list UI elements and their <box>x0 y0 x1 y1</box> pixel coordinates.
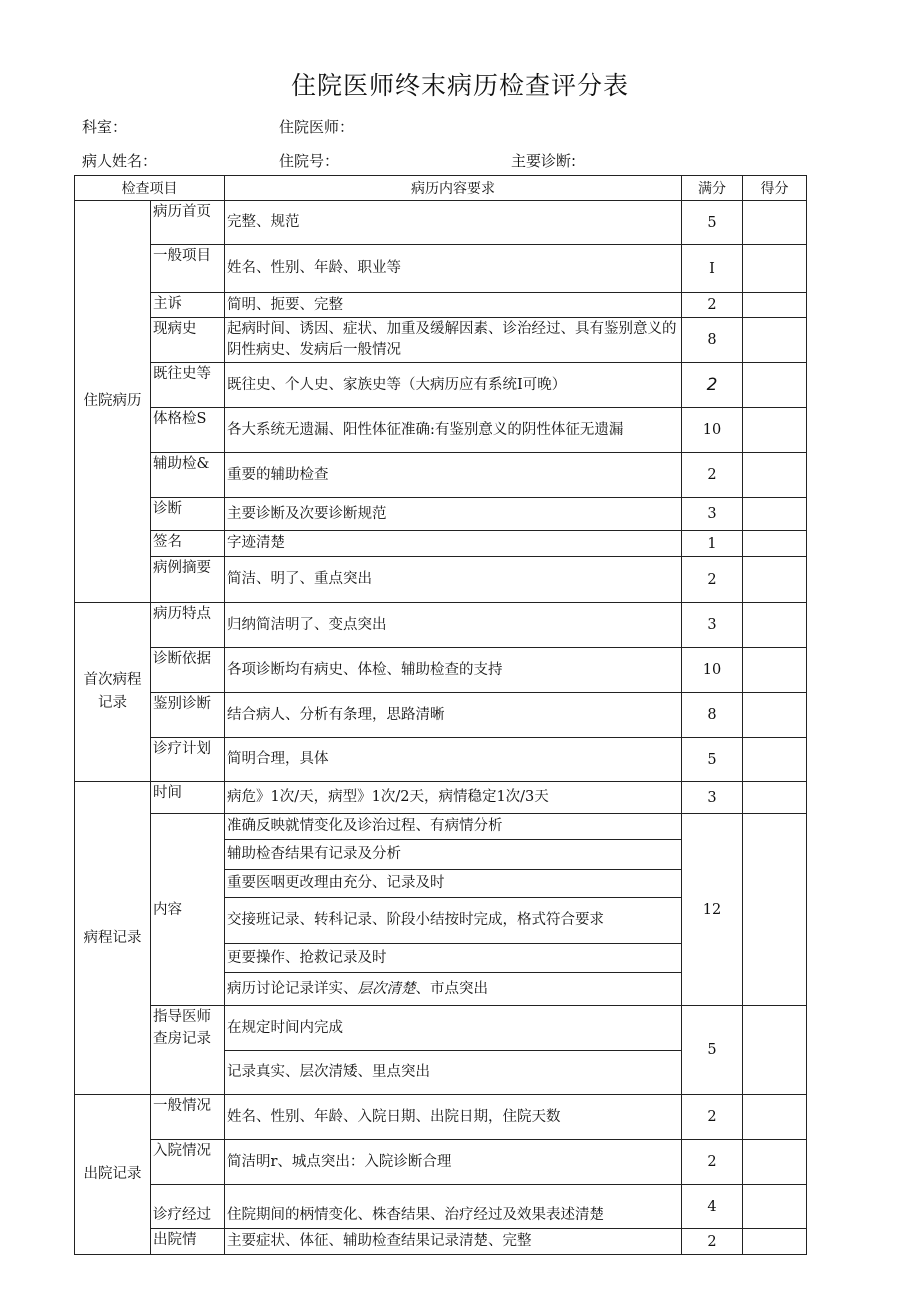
requirement-text-part: 层次清楚 <box>357 980 416 997</box>
table-row <box>75 557 807 603</box>
item-label: 辅助检& <box>151 453 225 498</box>
requirement-text: 准确反映就情变化及诊治过程、有病情分析 <box>225 814 682 840</box>
requirement-text: 既往史、个人史、家族史等（大病历应有系统I可晚） <box>225 363 682 408</box>
table-row <box>75 293 807 318</box>
requirement-text: 病危》1次/天，病型》1次/2天，病情稳定1次/3天 <box>225 782 682 814</box>
max-score: 2 <box>682 1095 743 1140</box>
table-row <box>75 201 807 245</box>
max-score: 2 <box>682 557 743 603</box>
score-input-cell[interactable] <box>743 531 807 557</box>
table-row <box>75 318 807 363</box>
score-input-cell[interactable] <box>743 408 807 453</box>
patient-name-label: 病人姓名： <box>82 152 158 170</box>
requirement-text <box>225 973 682 1006</box>
max-score: 5 <box>682 1006 743 1095</box>
item-label: 诊疗经过 <box>151 1185 225 1229</box>
requirement-text: 起病时间、诱因、症状、加重及缓解因素、诊治经过、具有鉴别意义的阴性病史、发病后一般情况 <box>225 318 682 363</box>
table-row <box>75 453 807 498</box>
column-header: 满分 <box>682 176 743 201</box>
score-input-cell[interactable] <box>743 557 807 603</box>
item-label: 病历首页 <box>151 201 225 245</box>
item-label: 鉴别诊断 <box>151 693 225 738</box>
requirement-text: 简洁明r、城点突出：入院诊断合理 <box>225 1140 682 1185</box>
score-input-cell[interactable] <box>743 498 807 531</box>
score-input-cell[interactable] <box>743 453 807 498</box>
requirement-text: 姓名、性别、年龄、入院日期、出院日期，住院天数 <box>225 1095 682 1140</box>
requirement-text: 结合病人、分析有条理，思路清晰 <box>225 693 682 738</box>
max-score: 12 <box>682 814 743 1006</box>
section-label: 住院病历 <box>75 201 151 603</box>
requirement-text: 更要操作、抢救记录及时 <box>225 944 682 973</box>
item-label: 一般项目 <box>151 245 225 293</box>
requirement-text: 各大系统无遗漏、阳性体征准确:有鉴别意义的阴性体征无遗漏 <box>225 408 682 453</box>
score-input-cell[interactable] <box>743 814 807 1006</box>
score-input-cell[interactable] <box>743 738 807 782</box>
item-label: 现病史 <box>151 318 225 363</box>
item-label: 签名 <box>151 531 225 557</box>
max-score: 10 <box>682 408 743 453</box>
main-diagnosis-label: 主要诊断: <box>511 152 577 170</box>
table-row <box>75 1140 807 1185</box>
section-label: 病程记录 <box>75 782 151 1095</box>
table-row <box>75 1095 807 1140</box>
table-header-row <box>75 176 807 201</box>
score-input-cell[interactable] <box>743 318 807 363</box>
max-score: 2 <box>682 453 743 498</box>
item-label: 既往史等 <box>151 363 225 408</box>
max-score: 2 <box>682 1229 743 1255</box>
page-title: 住院医师终末病历检查评分表 <box>290 71 629 100</box>
max-score: I <box>682 245 743 293</box>
item-label: 诊断依据 <box>151 648 225 693</box>
dept-label: 科室： <box>82 118 128 136</box>
section-label: 出院记录 <box>75 1095 151 1255</box>
requirement-text: 各项诊断均有病史、体检、辅助检查的支持 <box>225 648 682 693</box>
requirement-text: 交接班记录、转科记录、阶段小结按时完成，格式符合要求 <box>225 898 682 944</box>
max-score: 5 <box>682 201 743 245</box>
requirement-text: 归纳简洁明了、变点突出 <box>225 603 682 648</box>
score-input-cell[interactable] <box>743 1229 807 1255</box>
table-row <box>75 363 807 408</box>
requirement-text: 在规定时间内完成 <box>225 1006 682 1051</box>
score-input-cell[interactable] <box>743 693 807 738</box>
score-input-cell[interactable] <box>743 245 807 293</box>
requirement-text-part: 、市点突出 <box>415 980 488 997</box>
score-input-cell[interactable] <box>743 1140 807 1185</box>
item-label: 主诉 <box>151 293 225 318</box>
max-score: 2 <box>682 1140 743 1185</box>
max-score: 2 <box>682 293 743 318</box>
score-input-cell[interactable] <box>743 603 807 648</box>
requirement-text: 住院期间的柄情变化、株杳结果、治疗经过及效果表述清楚 <box>225 1185 682 1229</box>
requirement-text-part: 病历讨论记录详实、 <box>227 980 358 997</box>
doctor-label: 住院医师： <box>279 118 355 136</box>
item-label: 出院情 <box>151 1229 225 1255</box>
column-header: 病历内容要求 <box>225 176 682 201</box>
max-score: 10 <box>682 648 743 693</box>
score-input-cell[interactable] <box>743 1185 807 1229</box>
requirement-text: 记录真实、层次清矮、里点突出 <box>225 1051 682 1095</box>
requirement-text: 简明、扼要、完整 <box>225 293 682 318</box>
max-score: 8 <box>682 693 743 738</box>
table-row <box>75 1229 807 1255</box>
requirement-text: 主要诊断及次要诊断规范 <box>225 498 682 531</box>
item-label: 内容 <box>151 814 225 1006</box>
table-row <box>75 782 807 814</box>
requirement-text: 姓名、性别、年龄、职业等 <box>225 245 682 293</box>
requirement-text: 重要医咽更改理由充分、记录及时 <box>225 870 682 898</box>
max-score: 1 <box>682 531 743 557</box>
score-input-cell[interactable] <box>743 201 807 245</box>
score-input-cell[interactable] <box>743 648 807 693</box>
table-row <box>75 498 807 531</box>
table-row <box>75 648 807 693</box>
table-row <box>75 738 807 782</box>
requirement-text: 主要症状、体征、辅助检查结果记录清楚、完整 <box>225 1229 682 1255</box>
item-label: 入院情况 <box>151 1140 225 1185</box>
score-input-cell[interactable] <box>743 293 807 318</box>
score-input-cell[interactable] <box>743 363 807 408</box>
requirement-text: 完整、规范 <box>225 201 682 245</box>
item-label: 病历特点 <box>151 603 225 648</box>
max-score: 5 <box>682 738 743 782</box>
item-label: 指导医师查房记录 <box>151 1006 225 1095</box>
score-input-cell[interactable] <box>743 1095 807 1140</box>
item-label: 一般情况 <box>151 1095 225 1140</box>
table-row <box>75 603 807 648</box>
score-input-cell[interactable] <box>743 782 807 814</box>
column-header: 检查项目 <box>75 176 225 201</box>
requirement-text: 重要的辅助检查 <box>225 453 682 498</box>
item-label: 体格检S <box>151 408 225 453</box>
max-score: 4 <box>682 1185 743 1229</box>
score-input-cell[interactable] <box>743 1006 807 1095</box>
item-label: 病例摘要 <box>151 557 225 603</box>
column-header: 得分 <box>743 176 807 201</box>
table-row <box>75 408 807 453</box>
max-score: 8 <box>682 318 743 363</box>
item-label: 诊断 <box>151 498 225 531</box>
requirement-text: 简明合理，具体 <box>225 738 682 782</box>
requirement-text: 辅助检杳结果有记录及分析 <box>225 840 682 870</box>
table-row <box>75 531 807 557</box>
requirement-text: 简洁、明了、重点突出 <box>225 557 682 603</box>
max-score: 3 <box>682 603 743 648</box>
max-score: 2 <box>682 363 743 408</box>
max-score: 3 <box>682 782 743 814</box>
item-label: 诊疗计划 <box>151 738 225 782</box>
score-table <box>74 175 807 1255</box>
section-label: 首次病程记录 <box>75 603 151 782</box>
table-row <box>75 1185 807 1229</box>
table-row <box>75 1006 807 1051</box>
item-label: 时间 <box>151 782 225 814</box>
max-score: 3 <box>682 498 743 531</box>
admission-number-label: 住院号： <box>279 152 340 170</box>
table-row <box>75 245 807 293</box>
requirement-text: 字迹清楚 <box>225 531 682 557</box>
table-row <box>75 814 807 840</box>
table-row <box>75 693 807 738</box>
